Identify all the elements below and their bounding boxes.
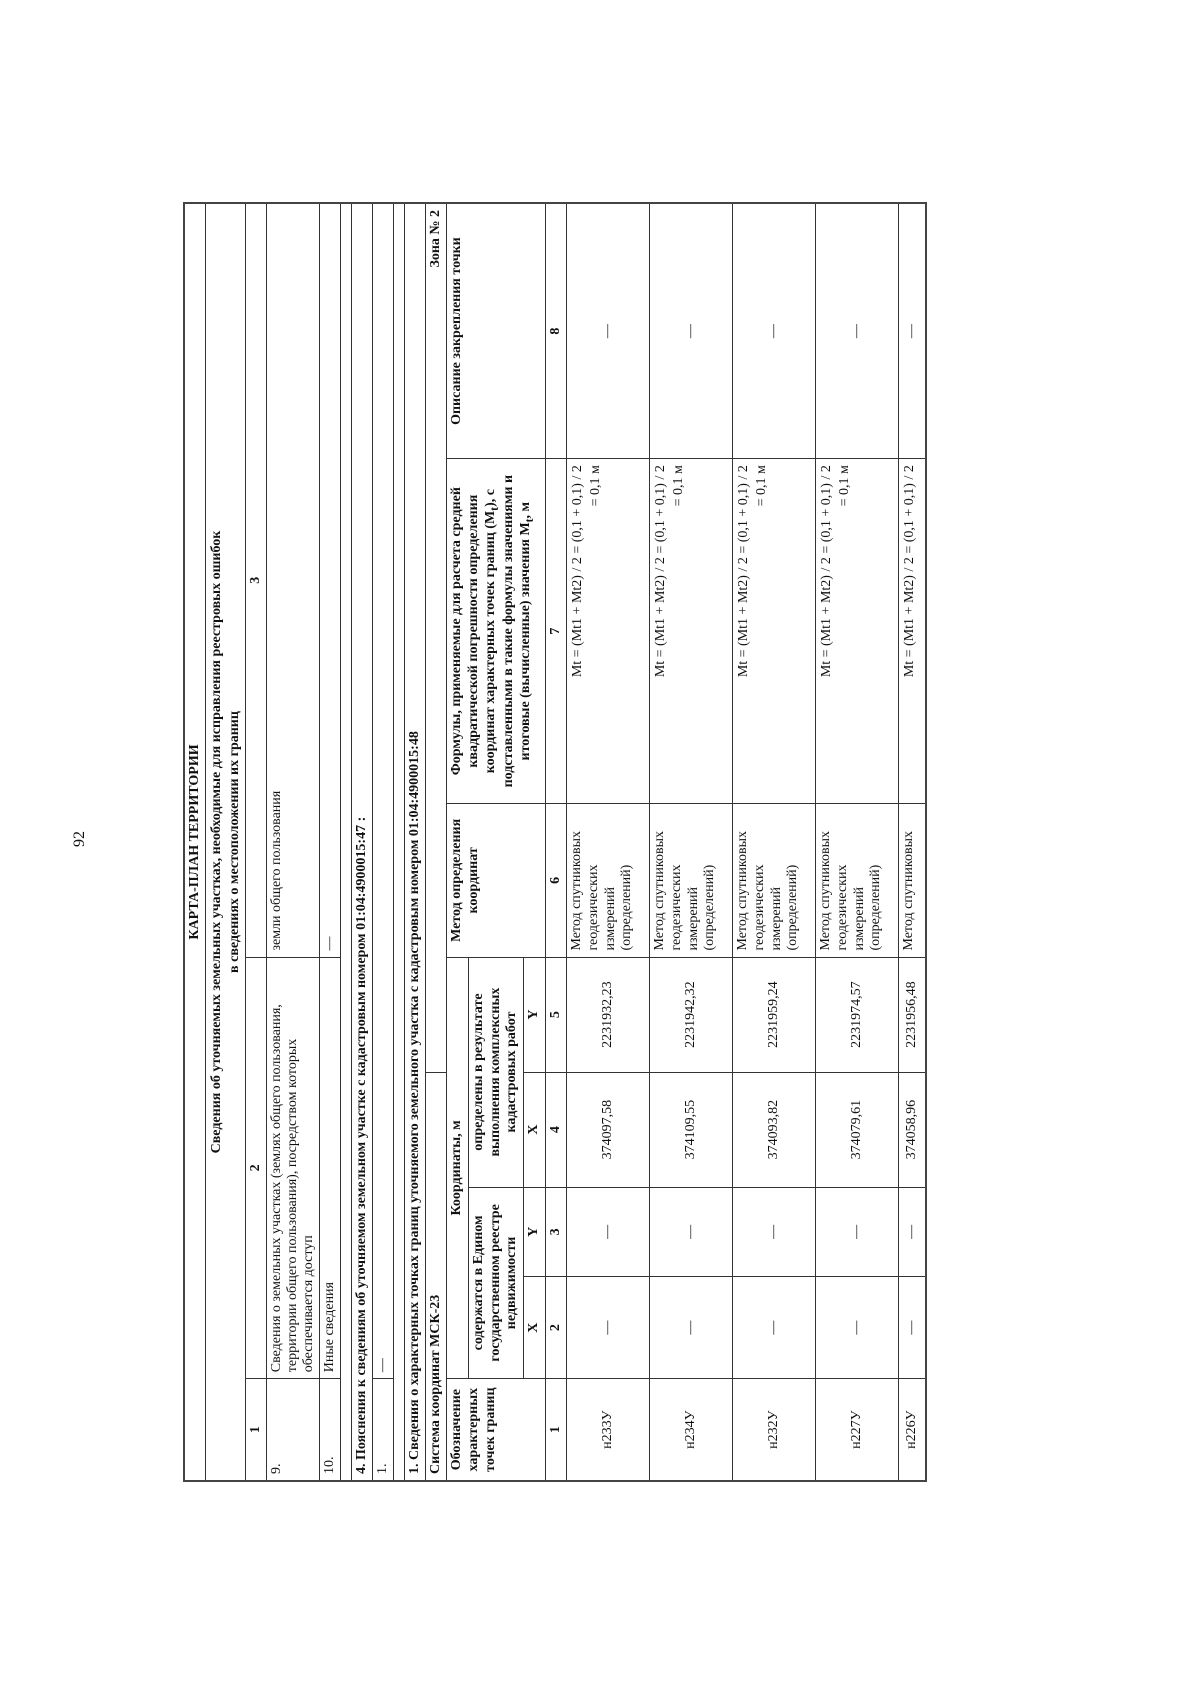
header-method: Метод определения координат (447, 804, 546, 957)
point-description: — (566, 203, 649, 459)
point-id: н226У (898, 1379, 926, 1481)
cadastral-y: 2231959,24 (732, 957, 815, 1072)
egrn-y: — (649, 1187, 732, 1276)
header-cadastral-y: Y (524, 957, 546, 1072)
egrn-y: — (815, 1187, 898, 1276)
section-4-row-text: — (373, 203, 394, 1379)
formula-result: = 0,1 м (754, 465, 770, 507)
top-row-number: 9. (267, 1379, 320, 1481)
map-plan-table (183, 202, 927, 1482)
method: Метод спутниковых (898, 804, 926, 957)
method: Метод спутниковых геодезических измерений (определений) (649, 804, 732, 957)
formula-text: Mt = (Mt1 + Mt2) / 2 = (0,1 + 0,1) / 2 (735, 465, 751, 678)
cadastral-x: 374093,82 (732, 1072, 815, 1187)
header-egrn-y: Y (524, 1187, 546, 1276)
cadastral-y: 2231932,23 (566, 957, 649, 1072)
point-id: н234У (649, 1379, 732, 1481)
col-number: 7 (545, 459, 566, 804)
section-4-row (373, 203, 394, 1481)
egrn-x: — (649, 1277, 732, 1379)
header-cadastral-works: определены в результате выполнения комплексных кадастровых работ (468, 957, 523, 1187)
document-title: КАРТА-ПЛАН ТЕРРИТОРИИ (184, 203, 206, 1481)
point-id: н233У (566, 1379, 649, 1481)
egrn-x: — (732, 1277, 815, 1379)
document-subtitle (206, 203, 246, 1481)
col-number: 5 (545, 957, 566, 1072)
method: Метод спутниковых геодезических измерений (определений) (815, 804, 898, 957)
top-col-number-2: 2 (246, 957, 267, 1379)
header-cadastral-x: X (524, 1072, 546, 1187)
cadastral-x: 374097,58 (566, 1072, 649, 1187)
col-number: 2 (545, 1277, 566, 1379)
rotated-document-sheet (183, 202, 1063, 1482)
col-number: 4 (545, 1072, 566, 1187)
formula-text: Mt = (Mt1 + Mt2) / 2 = (0,1 + 0,1) / 2 (569, 465, 585, 678)
spacer (341, 203, 352, 1481)
table-row (898, 203, 926, 1481)
zone-label: Зона № 2 (426, 203, 447, 1072)
section-1-title: 1. Сведения о характерных точках границ уточняемого земельного участка с кадастровым номером 01:04:4900015:48 (405, 203, 426, 1481)
top-col-number-1: 1 (246, 1379, 267, 1481)
egrn-y: — (732, 1187, 815, 1276)
formula (815, 459, 898, 804)
formula-text: Mt = (Mt1 + Mt2) / 2 = (0,1 + 0,1) / 2 (818, 465, 834, 678)
section-4-row-number: 1. (373, 1379, 394, 1481)
point-description: — (649, 203, 732, 459)
cadastral-x: 374079,61 (815, 1072, 898, 1187)
cadastral-y: 2231974,57 (815, 957, 898, 1072)
cadastral-y: 2231942,32 (649, 957, 732, 1072)
formula (649, 459, 732, 804)
top-row-number: 10. (320, 1379, 341, 1481)
egrn-x: — (898, 1277, 926, 1379)
method: Метод спутниковых геодезических измерений (определений) (566, 804, 649, 957)
top-row-9 (267, 203, 320, 1481)
subtitle-line-2: в сведениях о местоположении их границ (226, 711, 242, 973)
header-coordinates: Координаты, м (447, 957, 469, 1379)
cadastral-x: 374109,55 (649, 1072, 732, 1187)
top-row-label: Сведения о земельных участках (землях общего пользования, территории общего пользования), посредством которых обеспечивается доступ (267, 957, 320, 1379)
col-number: 6 (545, 804, 566, 957)
point-description: — (898, 203, 926, 459)
table-row (649, 203, 732, 1481)
page-number: 92 (71, 831, 88, 847)
formula-text: Mt = (Mt1 + Mt2) / 2 = (0,1 + 0,1) / 2 (901, 465, 917, 678)
section-4-title: 4. Пояснения к сведениям об уточняемом земельном участке с кадастровым номером 01:04:4900015:47 : (352, 203, 373, 1481)
header-egrn-x: X (524, 1277, 546, 1379)
formula-result: = 0,1 м (837, 465, 853, 507)
top-row-value: — (320, 203, 341, 957)
col-number: 8 (545, 203, 566, 459)
cadastral-y: 2231956,48 (898, 957, 926, 1072)
egrn-x: — (566, 1277, 649, 1379)
col-number: 3 (545, 1187, 566, 1276)
formula-result: = 0,1 м (588, 465, 604, 507)
spacer (394, 203, 405, 1481)
point-id: н227У (815, 1379, 898, 1481)
header-designation: Обозначение характерных точек границ (447, 1379, 546, 1481)
egrn-y: — (566, 1187, 649, 1276)
method: Метод спутниковых геодезических измерений (определений) (732, 804, 815, 957)
header-formula-text: Формулы, применяемые для расчета средней квадратической погрешности определения координат характерных точек границ (M (449, 487, 498, 776)
formula (566, 459, 649, 804)
header-formula-text-2: ), с подставленными в такие формулы значениями и итоговые (вычисленные) значения M (482, 474, 534, 788)
top-row-value: земли общего пользования (267, 203, 320, 957)
formula-text: Mt = (Mt1 + Mt2) / 2 = (0,1 + 0,1) / 2 (652, 465, 668, 678)
header-formula (447, 459, 546, 804)
top-row-label: Иные сведения (320, 957, 341, 1379)
table-row (732, 203, 815, 1481)
header-egrn: содержатся в Едином государственном реестре недвижимости (468, 1187, 523, 1379)
point-description: — (815, 203, 898, 459)
formula (732, 459, 815, 804)
point-description: — (732, 203, 815, 459)
top-row-10 (320, 203, 341, 1481)
top-col-number-3: 3 (246, 203, 267, 957)
point-id: н232У (732, 1379, 815, 1481)
header-formula-subscript: t (487, 506, 501, 511)
table-row (815, 203, 898, 1481)
egrn-x: — (815, 1277, 898, 1379)
coordinate-system: Система координат МСК-23 (426, 1072, 447, 1481)
formula-result: = 0,1 м (671, 465, 687, 507)
col-number: 1 (545, 1379, 566, 1481)
cadastral-x: 374058,96 (898, 1072, 926, 1187)
table-row (566, 203, 649, 1481)
header-description: Описание закрепления точки (447, 203, 546, 459)
header-formula-text-3: , м (518, 501, 534, 519)
egrn-y: — (898, 1187, 926, 1276)
subtitle-line-1: Сведения об уточняемых земельных участках, необходимые для исправления реестровых ошибок (209, 530, 224, 1154)
header-formula-subscript-2: t (522, 518, 536, 523)
formula (898, 459, 926, 804)
points-col-numbers (545, 203, 566, 1481)
